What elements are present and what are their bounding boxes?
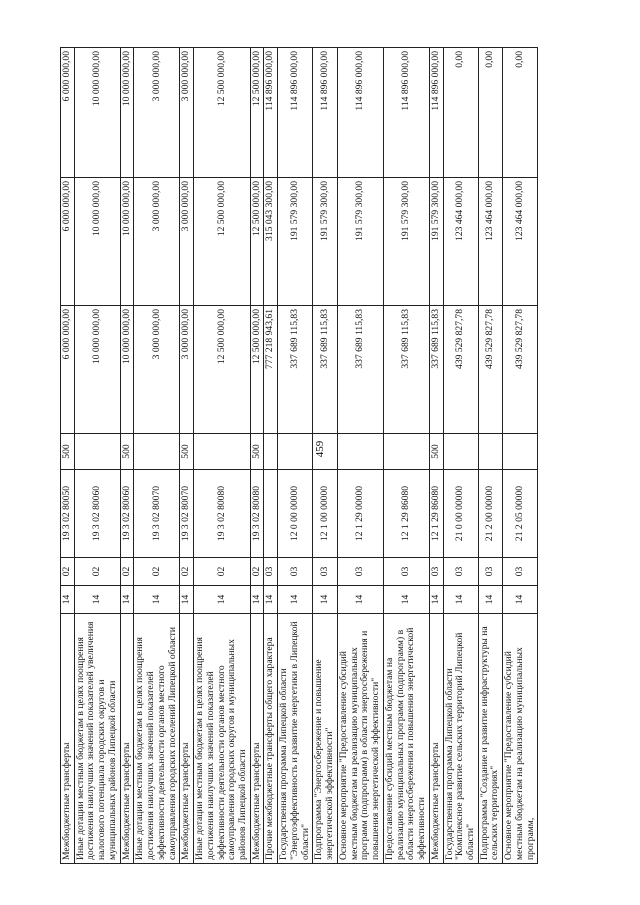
- table-row: [503, 48, 538, 864]
- amount-year3-cell: 12 500 000,00: [194, 48, 251, 178]
- expense-type-cell: [264, 434, 278, 470]
- amount-year2-cell: 10 000 000,00: [120, 178, 134, 306]
- subsection-code-cell: 03: [313, 558, 337, 586]
- subsection-code-cell: 03: [264, 558, 278, 586]
- amount-year2-cell: 6 000 000,00: [61, 178, 75, 306]
- target-article-cell: [264, 470, 278, 558]
- target-article-cell: 21 2 00 00000: [478, 470, 502, 558]
- row-name-cell: Прочие межбюджетные трансферты общего характера: [264, 614, 278, 864]
- subsection-code-cell: 02: [120, 558, 134, 586]
- expense-type-cell: [134, 434, 180, 470]
- row-name-cell: Государственная программа Липецкой области "Комплексное развитие сельских территорий Липецкой области": [443, 614, 478, 864]
- section-code-cell: 14: [61, 586, 75, 614]
- expense-type-cell: 500: [120, 434, 134, 470]
- amount-year3-cell: 0,00: [503, 48, 538, 178]
- amount-year3-cell: 3 000 000,00: [180, 48, 194, 178]
- section-code-cell: 14: [120, 586, 134, 614]
- subsection-code-cell: 02: [180, 558, 194, 586]
- section-code-cell: 14: [429, 586, 443, 614]
- amount-year2-cell: 12 500 000,00: [250, 178, 264, 306]
- section-code-cell: 14: [250, 586, 264, 614]
- subsection-code-cell: 02: [250, 558, 264, 586]
- amount-year3-cell: 114 896 000,00: [383, 48, 429, 178]
- expense-type-cell: [383, 434, 429, 470]
- section-code-cell: 14: [134, 586, 180, 614]
- table-row: [429, 48, 443, 864]
- amount-year3-cell: 10 000 000,00: [120, 48, 134, 178]
- amount-year2-cell: 191 579 300,00: [337, 178, 383, 306]
- amount-year2-cell: 3 000 000,00: [134, 178, 180, 306]
- subsection-code-cell: 03: [429, 558, 443, 586]
- amount-year1-cell: 10 000 000,00: [120, 306, 134, 434]
- rotated-table-frame: [60, 48, 605, 864]
- amount-year1-cell: 439 529 827,78: [503, 306, 538, 434]
- row-name-cell: Иные дотации местным бюджетам в целях поощрения достижения наилучших значений показателей эффективности деятельности органов местного самоуправления городских округов и муниципальных районов Липецкой области: [194, 614, 251, 864]
- target-article-cell: 12 1 29 86080: [429, 470, 443, 558]
- subsection-code-cell: 02: [194, 558, 251, 586]
- expense-type-cell: 500: [250, 434, 264, 470]
- subsection-code-cell: 02: [61, 558, 75, 586]
- amount-year3-cell: 10 000 000,00: [74, 48, 120, 178]
- row-name-cell: Иные дотации местным бюджетам в целях поощрения достижения наилучших значений показателей эффективности деятельности органов местного самоуправления городских поселений Липецкой области: [134, 614, 180, 864]
- amount-year1-cell: 337 689 115,83: [429, 306, 443, 434]
- subsection-code-cell: 03: [337, 558, 383, 586]
- expense-type-cell: 500: [61, 434, 75, 470]
- row-name-cell: Межбюджетные трансферты: [61, 614, 75, 864]
- amount-year1-cell: 10 000 000,00: [74, 306, 120, 434]
- amount-year2-cell: 191 579 300,00: [278, 178, 313, 306]
- amount-year1-cell: 439 529 827,78: [443, 306, 478, 434]
- target-article-cell: 19 3 02 80070: [180, 470, 194, 558]
- amount-year1-cell: 337 689 115,83: [313, 306, 337, 434]
- target-article-cell: 19 3 02 80080: [194, 470, 251, 558]
- expense-type-cell: 500: [180, 434, 194, 470]
- row-name-cell: Основное мероприятие "Предоставление субсидий местным бюджетам на реализацию муниципальных программ (подпрограмм) в области энергосбережения и повышения энергетической эффективности": [337, 614, 383, 864]
- amount-year3-cell: 0,00: [478, 48, 502, 178]
- section-code-cell: 14: [313, 586, 337, 614]
- row-name-cell: Межбюджетные трансферты: [180, 614, 194, 864]
- subsection-code-cell: 03: [478, 558, 502, 586]
- expense-type-cell: [443, 434, 478, 470]
- amount-year1-cell: 6 000 000,00: [61, 306, 75, 434]
- amount-year1-cell: 777 218 943,61: [264, 306, 278, 434]
- page-number: 459: [314, 440, 326, 458]
- table-row: [74, 48, 120, 864]
- row-name-cell: Государственная программа Липецкой области "Энергоэффективность и развитие энергетики в Липецкой области": [278, 614, 313, 864]
- amount-year3-cell: 114 896 000,00: [278, 48, 313, 178]
- table-row: [134, 48, 180, 864]
- amount-year2-cell: 12 500 000,00: [194, 178, 251, 306]
- row-name-cell: Межбюджетные трансферты: [120, 614, 134, 864]
- amount-year3-cell: 114 896 000,00: [337, 48, 383, 178]
- expense-type-cell: [278, 434, 313, 470]
- table-container: [60, 48, 605, 864]
- target-article-cell: 19 3 02 80070: [134, 470, 180, 558]
- expense-type-cell: [74, 434, 120, 470]
- amount-year3-cell: 6 000 000,00: [61, 48, 75, 178]
- amount-year2-cell: 123 464 000,00: [478, 178, 502, 306]
- amount-year2-cell: 191 579 300,00: [313, 178, 337, 306]
- table-row: [313, 48, 337, 864]
- target-article-cell: 12 1 29 00000: [337, 470, 383, 558]
- section-code-cell: 14: [278, 586, 313, 614]
- expense-type-cell: [478, 434, 502, 470]
- expense-type-cell: [503, 434, 538, 470]
- amount-year1-cell: 439 529 827,78: [478, 306, 502, 434]
- row-name-cell: Межбюджетные трансферты: [250, 614, 264, 864]
- amount-year2-cell: 315 043 300,00: [264, 178, 278, 306]
- section-code-cell: 14: [180, 586, 194, 614]
- target-article-cell: 12 1 00 00000: [313, 470, 337, 558]
- amount-year3-cell: 114 896 000,00: [429, 48, 443, 178]
- row-name-cell: Подпрограмма "Создание и развитие инфраструктуры на сельских территориях": [478, 614, 502, 864]
- target-article-cell: 19 3 02 80050: [61, 470, 75, 558]
- subsection-code-cell: 02: [134, 558, 180, 586]
- expense-type-cell: [337, 434, 383, 470]
- amount-year1-cell: 3 000 000,00: [180, 306, 194, 434]
- section-code-cell: 14: [194, 586, 251, 614]
- table-row: [61, 48, 75, 864]
- table-row: [194, 48, 251, 864]
- table-body: [61, 48, 538, 864]
- table-row: [278, 48, 313, 864]
- section-code-cell: 14: [478, 586, 502, 614]
- subsection-code-cell: 03: [443, 558, 478, 586]
- amount-year2-cell: 191 579 300,00: [429, 178, 443, 306]
- amount-year3-cell: 114 896 000,00: [264, 48, 278, 178]
- amount-year2-cell: 3 000 000,00: [180, 178, 194, 306]
- table-row: [264, 48, 278, 864]
- target-article-cell: 19 3 02 80080: [250, 470, 264, 558]
- section-code-cell: 14: [264, 586, 278, 614]
- section-code-cell: 14: [503, 586, 538, 614]
- subsection-code-cell: 03: [278, 558, 313, 586]
- section-code-cell: 14: [383, 586, 429, 614]
- amount-year1-cell: 12 500 000,00: [250, 306, 264, 434]
- row-name-cell: Межбюджетные трансферты: [429, 614, 443, 864]
- section-code-cell: 14: [443, 586, 478, 614]
- table-row: [478, 48, 502, 864]
- amount-year1-cell: 337 689 115,83: [337, 306, 383, 434]
- table-row: [250, 48, 264, 864]
- amount-year2-cell: 123 464 000,00: [443, 178, 478, 306]
- target-article-cell: 19 3 02 80060: [74, 470, 120, 558]
- table-row: [443, 48, 478, 864]
- amount-year3-cell: 114 896 000,00: [313, 48, 337, 178]
- amount-year3-cell: 0,00: [443, 48, 478, 178]
- table-row: [180, 48, 194, 864]
- section-code-cell: 14: [337, 586, 383, 614]
- amount-year1-cell: 337 689 115,83: [278, 306, 313, 434]
- amount-year2-cell: 10 000 000,00: [74, 178, 120, 306]
- subsection-code-cell: 03: [383, 558, 429, 586]
- amount-year1-cell: 3 000 000,00: [134, 306, 180, 434]
- expense-type-cell: 500: [429, 434, 443, 470]
- amount-year2-cell: 191 579 300,00: [383, 178, 429, 306]
- target-article-cell: 19 3 02 80060: [120, 470, 134, 558]
- subsection-code-cell: 03: [503, 558, 538, 586]
- row-name-cell: Основное мероприятие "Предоставление субсидий местным бюджетам на реализацию муниципальных программ,: [503, 614, 538, 864]
- expense-type-cell: [194, 434, 251, 470]
- amount-year3-cell: 12 500 000,00: [250, 48, 264, 178]
- target-article-cell: 12 1 29 86080: [383, 470, 429, 558]
- amount-year2-cell: 123 464 000,00: [503, 178, 538, 306]
- target-article-cell: 12 0 00 00000: [278, 470, 313, 558]
- expense-type-cell: [313, 434, 337, 470]
- row-name-cell: Иные дотации местным бюджетам в целях поощрения достижения наилучших значений показателей увеличения налогового потенциала городских округов и муниципальных районов Липецкой области: [74, 614, 120, 864]
- row-name-cell: Подпрограмма "Энергосбережение и повышение энергетической эффективности": [313, 614, 337, 864]
- subsection-code-cell: 02: [74, 558, 120, 586]
- section-code-cell: 14: [74, 586, 120, 614]
- amount-year3-cell: 3 000 000,00: [134, 48, 180, 178]
- table-row: [120, 48, 134, 864]
- budget-table: [60, 47, 538, 864]
- table-row: [383, 48, 429, 864]
- row-name-cell: Предоставление субсидий местным бюджетам на реализацию муниципальных программ (подпрограмм) в области энергосбережения и повышения энергетической эффективности: [383, 614, 429, 864]
- target-article-cell: 21 0 00 00000: [443, 470, 478, 558]
- table-row: [337, 48, 383, 864]
- amount-year1-cell: 12 500 000,00: [194, 306, 251, 434]
- amount-year1-cell: 337 689 115,83: [383, 306, 429, 434]
- target-article-cell: 21 2 05 00000: [503, 470, 538, 558]
